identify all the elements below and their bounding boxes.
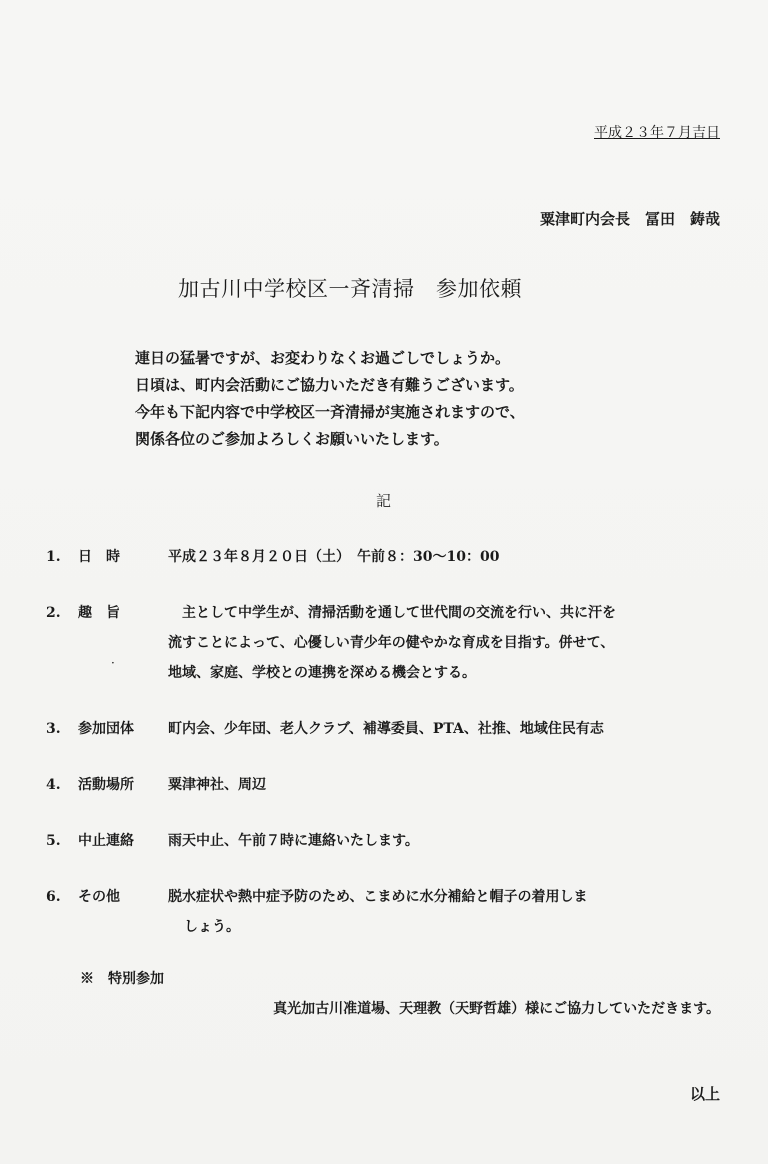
item-body xyxy=(168,882,728,942)
document-author: 粟津町内会長 冨田 鋳哉 xyxy=(539,210,720,228)
item-label: 日 時 xyxy=(78,549,120,565)
item-line: 流すことによって、心優しい青少年の健やかな育成を目指す。併せて、 xyxy=(168,635,615,651)
item-body xyxy=(168,826,728,856)
intro-line: 日頃は、町内会活動にご協力いただき有難うございます。 xyxy=(135,376,524,394)
item-body xyxy=(168,598,728,688)
item-line: 粟津神社、周辺 xyxy=(168,777,266,793)
item-number: 2. xyxy=(46,605,61,621)
intro-line: 連日の猛暑ですが、お変わりなくお過ごしでしょうか。 xyxy=(135,349,511,367)
item-label: 活動場所 xyxy=(78,777,134,793)
intro-line: 今年も下記内容で中学校区一斉清掃が実施されますので、 xyxy=(135,403,525,421)
item-body xyxy=(168,770,728,800)
item-number: 6. xyxy=(46,889,61,905)
item-number: 5. xyxy=(46,833,61,849)
ki-heading: 記 xyxy=(376,492,392,510)
item-line: 主として中学生が、清掃活動を通して世代間の交流を行い、共に汗を xyxy=(168,605,616,621)
item-line: 平成２３年８月２０日（土） 午前８：30～10：00 xyxy=(168,549,500,565)
item-number: 4. xyxy=(46,777,61,793)
intro-line: 関係各位のご参加よろしくお願いいたします。 xyxy=(135,430,449,448)
item-label: 中止連絡 xyxy=(78,833,134,849)
item-body xyxy=(168,714,728,744)
item-line: 脱水症状や熱中症予防のため、こまめに水分補給と帽子の着用しま xyxy=(168,889,588,905)
item-label: その他 xyxy=(78,889,120,905)
item-line: 町内会、少年団、老人クラブ、補導委員、PTA、社推、地域住民有志 xyxy=(168,721,604,737)
item-label: 趣 旨 xyxy=(78,605,120,621)
item-line: しょう。 xyxy=(184,919,240,935)
item-number: 3. xyxy=(46,721,61,737)
item-number: 1. xyxy=(46,549,61,565)
scan-speck: · xyxy=(111,656,115,670)
item-line: 雨天中止、午前７時に連絡いたします。 xyxy=(168,833,419,849)
closing-mark: 以上 xyxy=(689,1085,720,1103)
document-date: 平成２３年７月吉日 xyxy=(594,125,720,141)
special-note-heading: ※ 特別参加 xyxy=(80,971,164,987)
item-label: 参加団体 xyxy=(78,721,134,737)
item-body xyxy=(168,542,728,572)
intro-paragraph xyxy=(135,345,525,453)
item-line: 地域、家庭、学校との連携を深める機会とする。 xyxy=(168,665,476,681)
special-note-body: 真光加古川准道場、天理教（天野哲雄）様にご協力していただきます。 xyxy=(273,1001,720,1017)
document-title: 加古川中学校区一斉清掃 参加依頼 xyxy=(178,277,522,301)
